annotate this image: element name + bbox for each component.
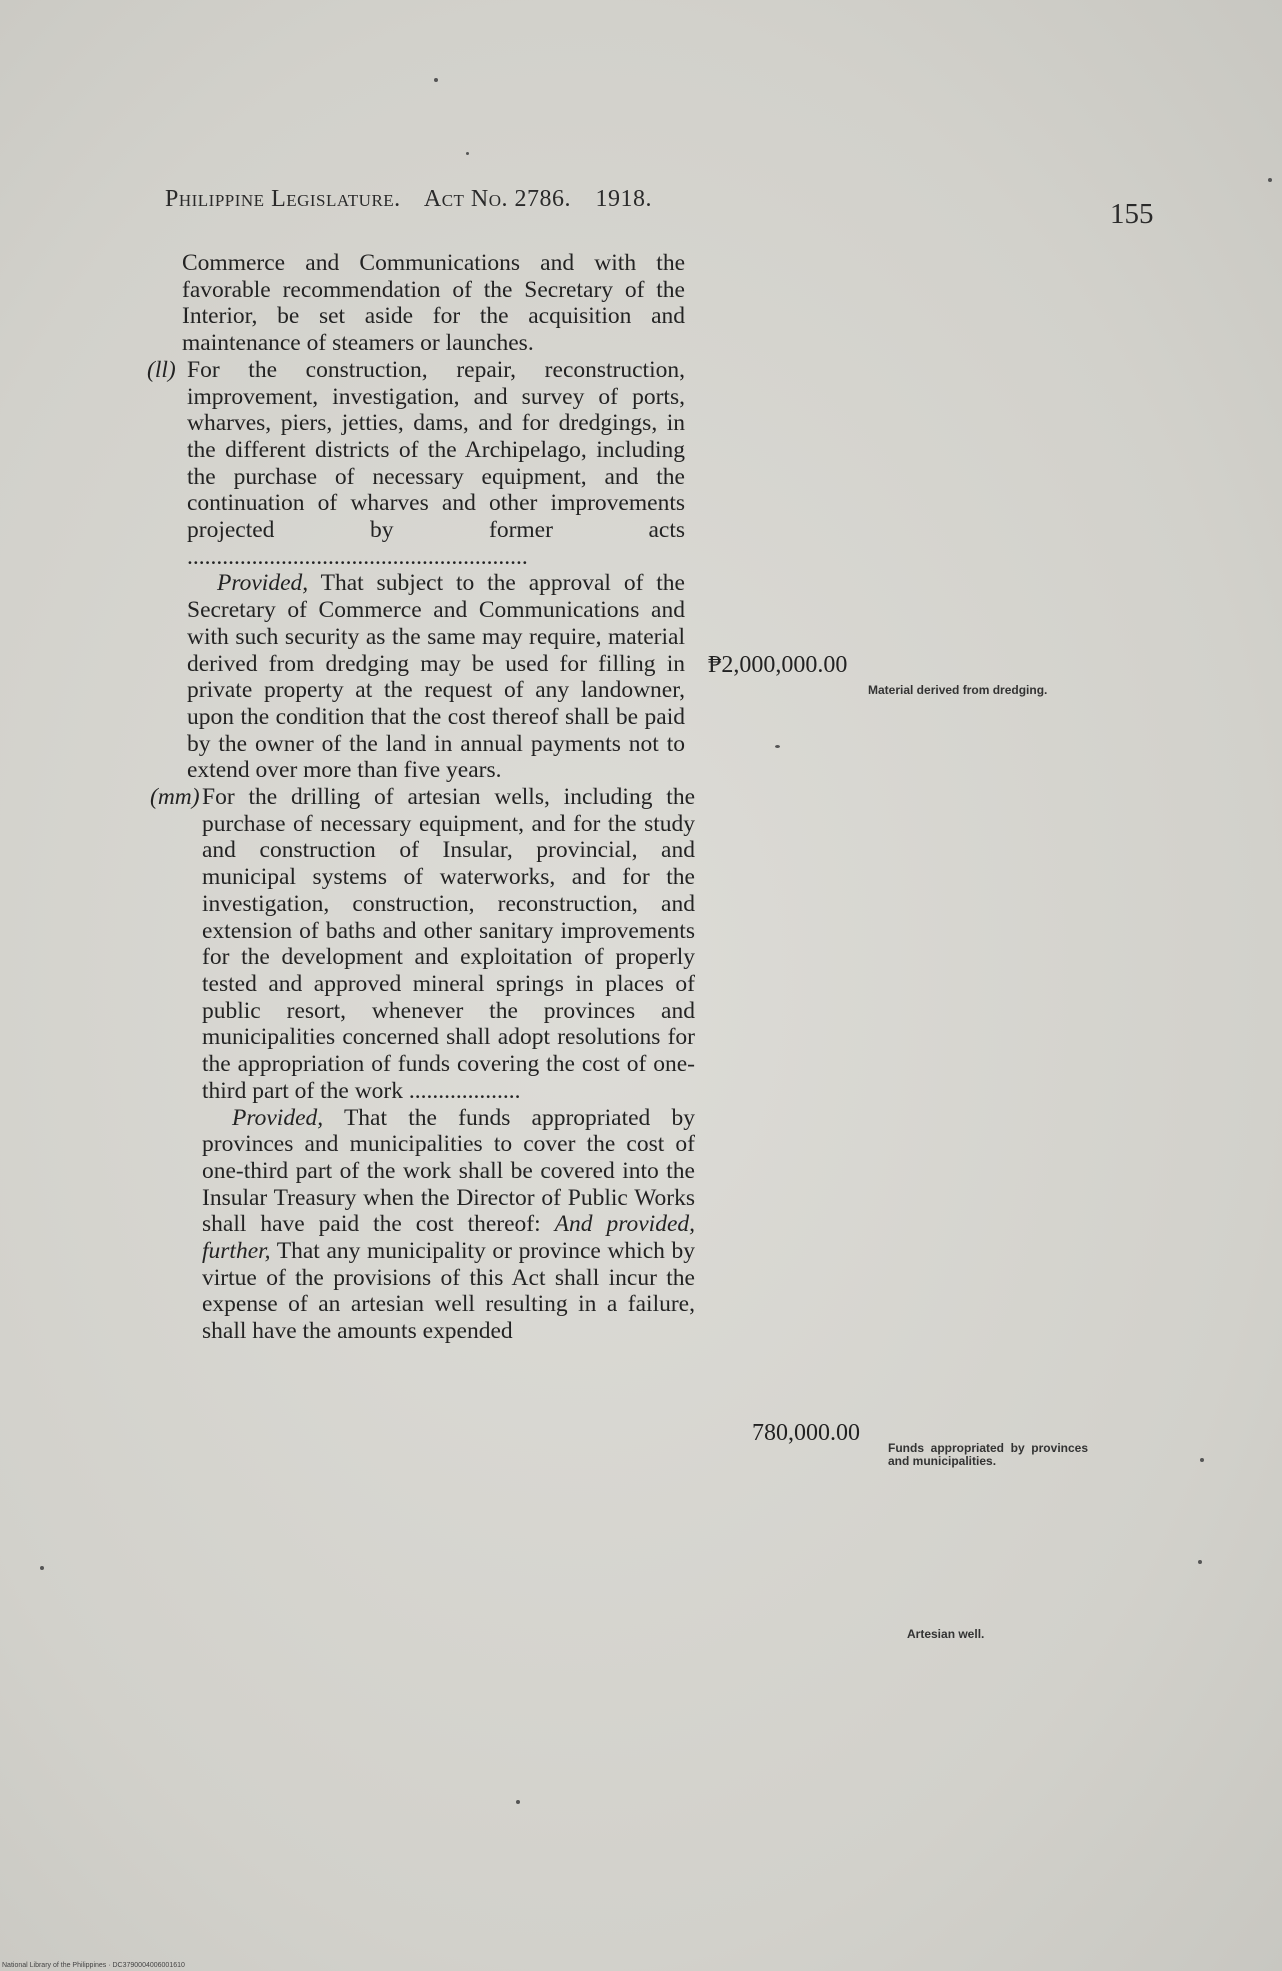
item-ll-label: (ll) [147, 356, 176, 383]
page-number: 155 [1110, 198, 1154, 230]
continued-paragraph: Commerce and Communications and with the favorable recommendation of the Secretary of the Interior, be set aside for the acquisition and maintenance of steamers or launches. [182, 250, 685, 357]
item-mm-text: For the drilling of artesian wells, including the purchase of necessary equipment, and for the study and construction of Insular, provincial, and municipal systems of waterworks, and for the investigation, construction, reconstruction, and extension of baths and other sanitary improvements for the development and exploitation of properly tested and approved mineral springs in places of public resort, whenever the provinces and municipalities concerned shall adopt resolutions for the appropriation of funds covering the cost of one-third part of the work [202, 784, 695, 1104]
item-ll-proviso [187, 570, 685, 784]
running-header [165, 186, 670, 213]
amount-ll: ₱2,000,000.00 [708, 652, 848, 678]
paper-speck [40, 1566, 44, 1570]
main-text-column [135, 250, 695, 1345]
paper-speck [466, 152, 469, 155]
item-mm-proviso-lead: Provided, [232, 1104, 324, 1131]
footer-attribution: National Library of the Philippines · DC3790004006001610 [2, 1962, 185, 1969]
leader-dots: .......................................................... [187, 543, 528, 570]
margin-note-dredging: Material derived from dredging. [868, 683, 1048, 697]
paper-speck [434, 78, 438, 82]
margin-note-artesian: Artesian well. [907, 1627, 985, 1641]
item-ll [147, 356, 685, 784]
item-mm-label: (mm) [150, 784, 200, 811]
item-ll-proviso-lead: Provided, [217, 570, 309, 597]
item-mm-proviso [202, 1105, 695, 1345]
paper-speck [516, 1800, 520, 1804]
margin-note-funds: Funds appropriated by provinces and municipalities. [888, 1441, 1088, 1468]
item-ll-proviso-text: That subject to the approval of the Secretary of Commerce and Communications and with such security as the same may require, material derived from dredging may be used for filling in private property at the request of any landowner, upon the condition that the cost thereof shall be paid by the owner of the land in annual payments not to extend over more than five years. [187, 570, 685, 784]
item-mm-proviso2-lead: And provided, further, [202, 1211, 695, 1265]
paper-speck [1268, 178, 1272, 182]
leader-dots: ................... [403, 1077, 521, 1104]
paper-speck [1200, 1458, 1204, 1462]
paper-speck [775, 745, 780, 748]
header-act: Act No. 2786. [423, 186, 572, 212]
item-mm [150, 784, 695, 1345]
item-mm-proviso-text: That the funds appropriated by provinces and municipalities to cover the cost of one-third part of the work shall be covered into the Insular Treasury when the Director of Public Works shall have paid the cost thereof: [202, 1104, 695, 1238]
item-ll-text-block [187, 357, 685, 571]
paper-speck [1198, 1560, 1202, 1564]
amount-mm: 780,000.00 [752, 1420, 860, 1446]
header-legislature: Philippine Legislature. [165, 186, 401, 212]
header-year: 1918. [595, 186, 653, 212]
item-mm-text-block [202, 784, 695, 1104]
item-ll-text: For the construction, repair, reconstruction, improvement, investigation, and survey of ports, wharves, piers, jetties, dams, and for dredgings, in the different districts of the Archipelago, including the purchase of necessary equipment, and the continuation of wharves and other improvements projected by former acts [187, 356, 685, 544]
item-mm-proviso2-text: That any municipality or province which by virtue of the provisions of this Act shall incur the expense of an artesian well resulting in a failure, shall have the amounts expended [202, 1238, 695, 1345]
